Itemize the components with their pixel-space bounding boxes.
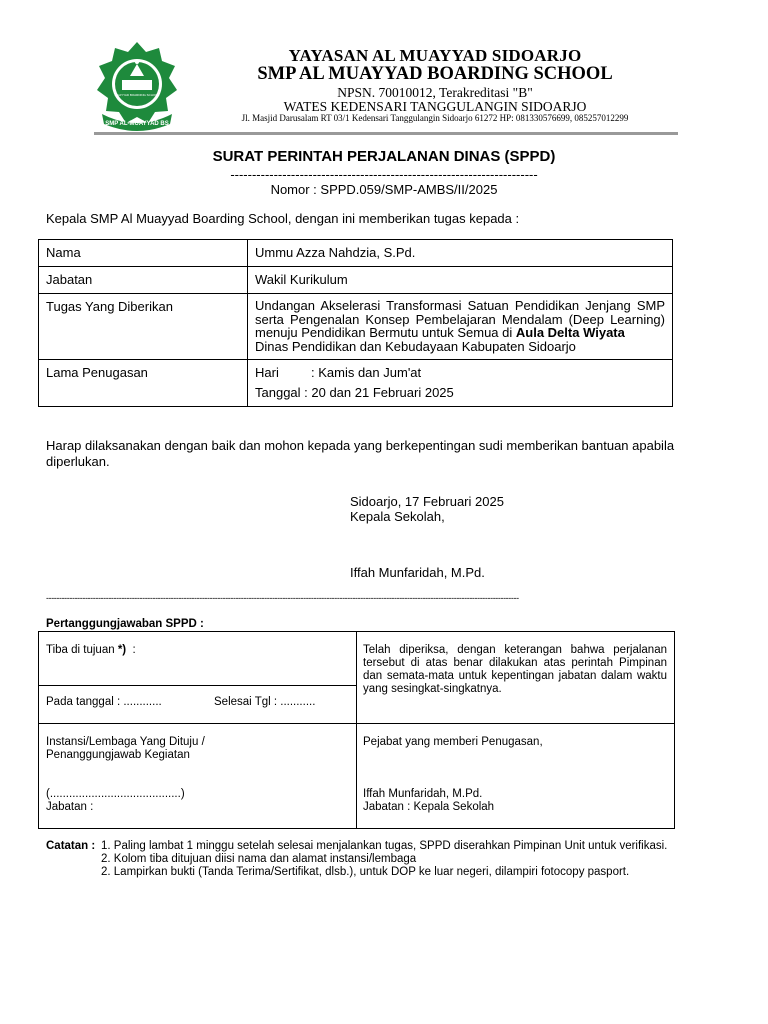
table-row [39,360,673,407]
header-divider [94,132,678,135]
pejabat-label: Pejabat yang memberi Penugasan, [363,736,543,748]
hari-value: : Kamis dan Jum'at [311,365,422,380]
hari-label: Hari [255,365,279,380]
telah-diperiksa: Telah diperiksa, dengan keterangan bahwa perjalanan tersebut di atas benar dilakukan atas perintah Pimpinan dan semata-mata untuk kepentingan jabatan dalam waktu yang sesingkat-singkatnya. [363,644,667,695]
jabatan-blank: Jabatan : [46,801,94,813]
tiba-label: Tiba di tujuan [46,644,115,656]
tugas-location: Aula Delta Wiyata [515,325,625,340]
lama-cell [248,360,673,407]
logo-text: SMP AL-MUAYYAD BS [105,121,169,127]
nama-value: Ummu Azza Nahdzia, S.Pd. [248,240,673,267]
tiba-line [46,644,136,657]
tugas-value-block [255,299,665,340]
sign-title: Kepala Sekolah, [350,509,445,524]
catatan-label: Catatan : [46,840,96,852]
logo-inner-text: MUAYYAD BOARDING SCHOOL [114,93,160,97]
assignment-table [38,239,673,407]
instruction-text: Harap dilaksanakan dengan baik dan mohon kepada yang berkepentingan sudi memberikan bantuan apabila diperlukan. [46,438,675,469]
school-name: SMP AL MUAYYAD BOARDING SCHOOL [257,64,613,84]
pejabat-name: Iffah Munfaridah, M.Pd. [363,788,483,800]
jabatan-label: Jabatan [39,267,248,294]
catatan-item: 2. Lampirkan bukti (Tanda Terima/Sertifikat, dlsb.), untuk DOP ke luar negeri, dilampiri fotocopy pasport. [101,866,630,878]
instansi-line1: Instansi/Lembaga Yang Dituju / [46,736,205,748]
npsn-line: NPSN. 70010012, Terakreditasi "B" [337,85,533,100]
sign-name: Iffah Munfaridah, M.Pd. [350,565,485,580]
blank-name: (.........................................) [46,788,185,800]
table-row [39,294,673,360]
tanggal-line: Tanggal : 20 dan 21 Februari 2025 [255,385,454,400]
table-divider [39,723,674,724]
intro-text: Kepala SMP Al Muayyad Boarding School, dengan ini memberikan tugas kepada : [46,211,520,226]
document-number: Nomor : SPPD.059/SMP-AMBS/II/2025 [270,182,498,197]
tugas-cell [248,294,673,360]
pertanggungjawaban-table [38,631,675,829]
table-row [39,240,673,267]
instansi-line2: Penanggungjawab Kegiatan [46,749,190,761]
catatan-item: 2. Kolom tiba ditujuan diisi nama dan alamat instansi/lembaga [101,853,417,865]
document-title: SURAT PERINTAH PERJALANAN DINAS (SPPD) [212,148,556,165]
foundation-name: YAYASAN AL MUAYYAD SIDOARJO [288,46,582,65]
cut-line: -------------------------------------------------------------------------------------------------------------------------------------------------------------------------------------- [46,593,519,603]
sign-city-date: Sidoarjo, 17 Februari 2025 [350,494,504,509]
tugas-value: Undangan Akselerasi Transformasi Satuan Pendidikan Jenjang SMP serta Pengenalan Konsep Pembelajaran Mendalam (Deep Learning) menuju Pendidikan Bermutu untuk Semua di [255,298,665,340]
table-divider [39,685,356,686]
tiba-colon: : [132,644,136,656]
catatan-item: 1. Paling lambat 1 minggu setelah selesai menjalankan tugas, SPPD diserahkan Pimpinan Unit untuk verifikasi. [101,840,668,852]
tiba-mark: *) [117,644,127,656]
address-line: Jl. Masjid Darusalam RT 03/1 Kedensari Tanggulangin Sidoarjo 61272 HP: 081330576699, 085257012299 [241,113,629,123]
pada-tanggal: Pada tanggal : ............ [46,696,162,708]
table-row [39,267,673,294]
selesai-tanggal: Selesai Tgl : ........... [214,696,316,708]
pejabat-jabatan: Jabatan : Kepala Sekolah [363,801,495,813]
tugas-line2: Dinas Pendidikan dan Kebudayaan Kabupaten Sidoarjo [255,338,576,354]
table-divider [356,632,357,828]
hari-line [255,363,665,383]
nama-label: Nama [39,240,248,267]
school-logo [92,40,182,132]
title-underline: ----------------------------------------------------------------------- [230,167,538,182]
area-line: WATES KEDENSARI TANGGULANGIN SIDOARJO [283,99,587,114]
lama-label: Lama Penugasan [39,360,248,407]
tugas-label: Tugas Yang Diberikan [39,294,248,360]
jabatan-value: Wakil Kurikulum [248,267,673,294]
pertanggungjawaban-label: Pertanggungjawaban SPPD : [46,618,204,630]
